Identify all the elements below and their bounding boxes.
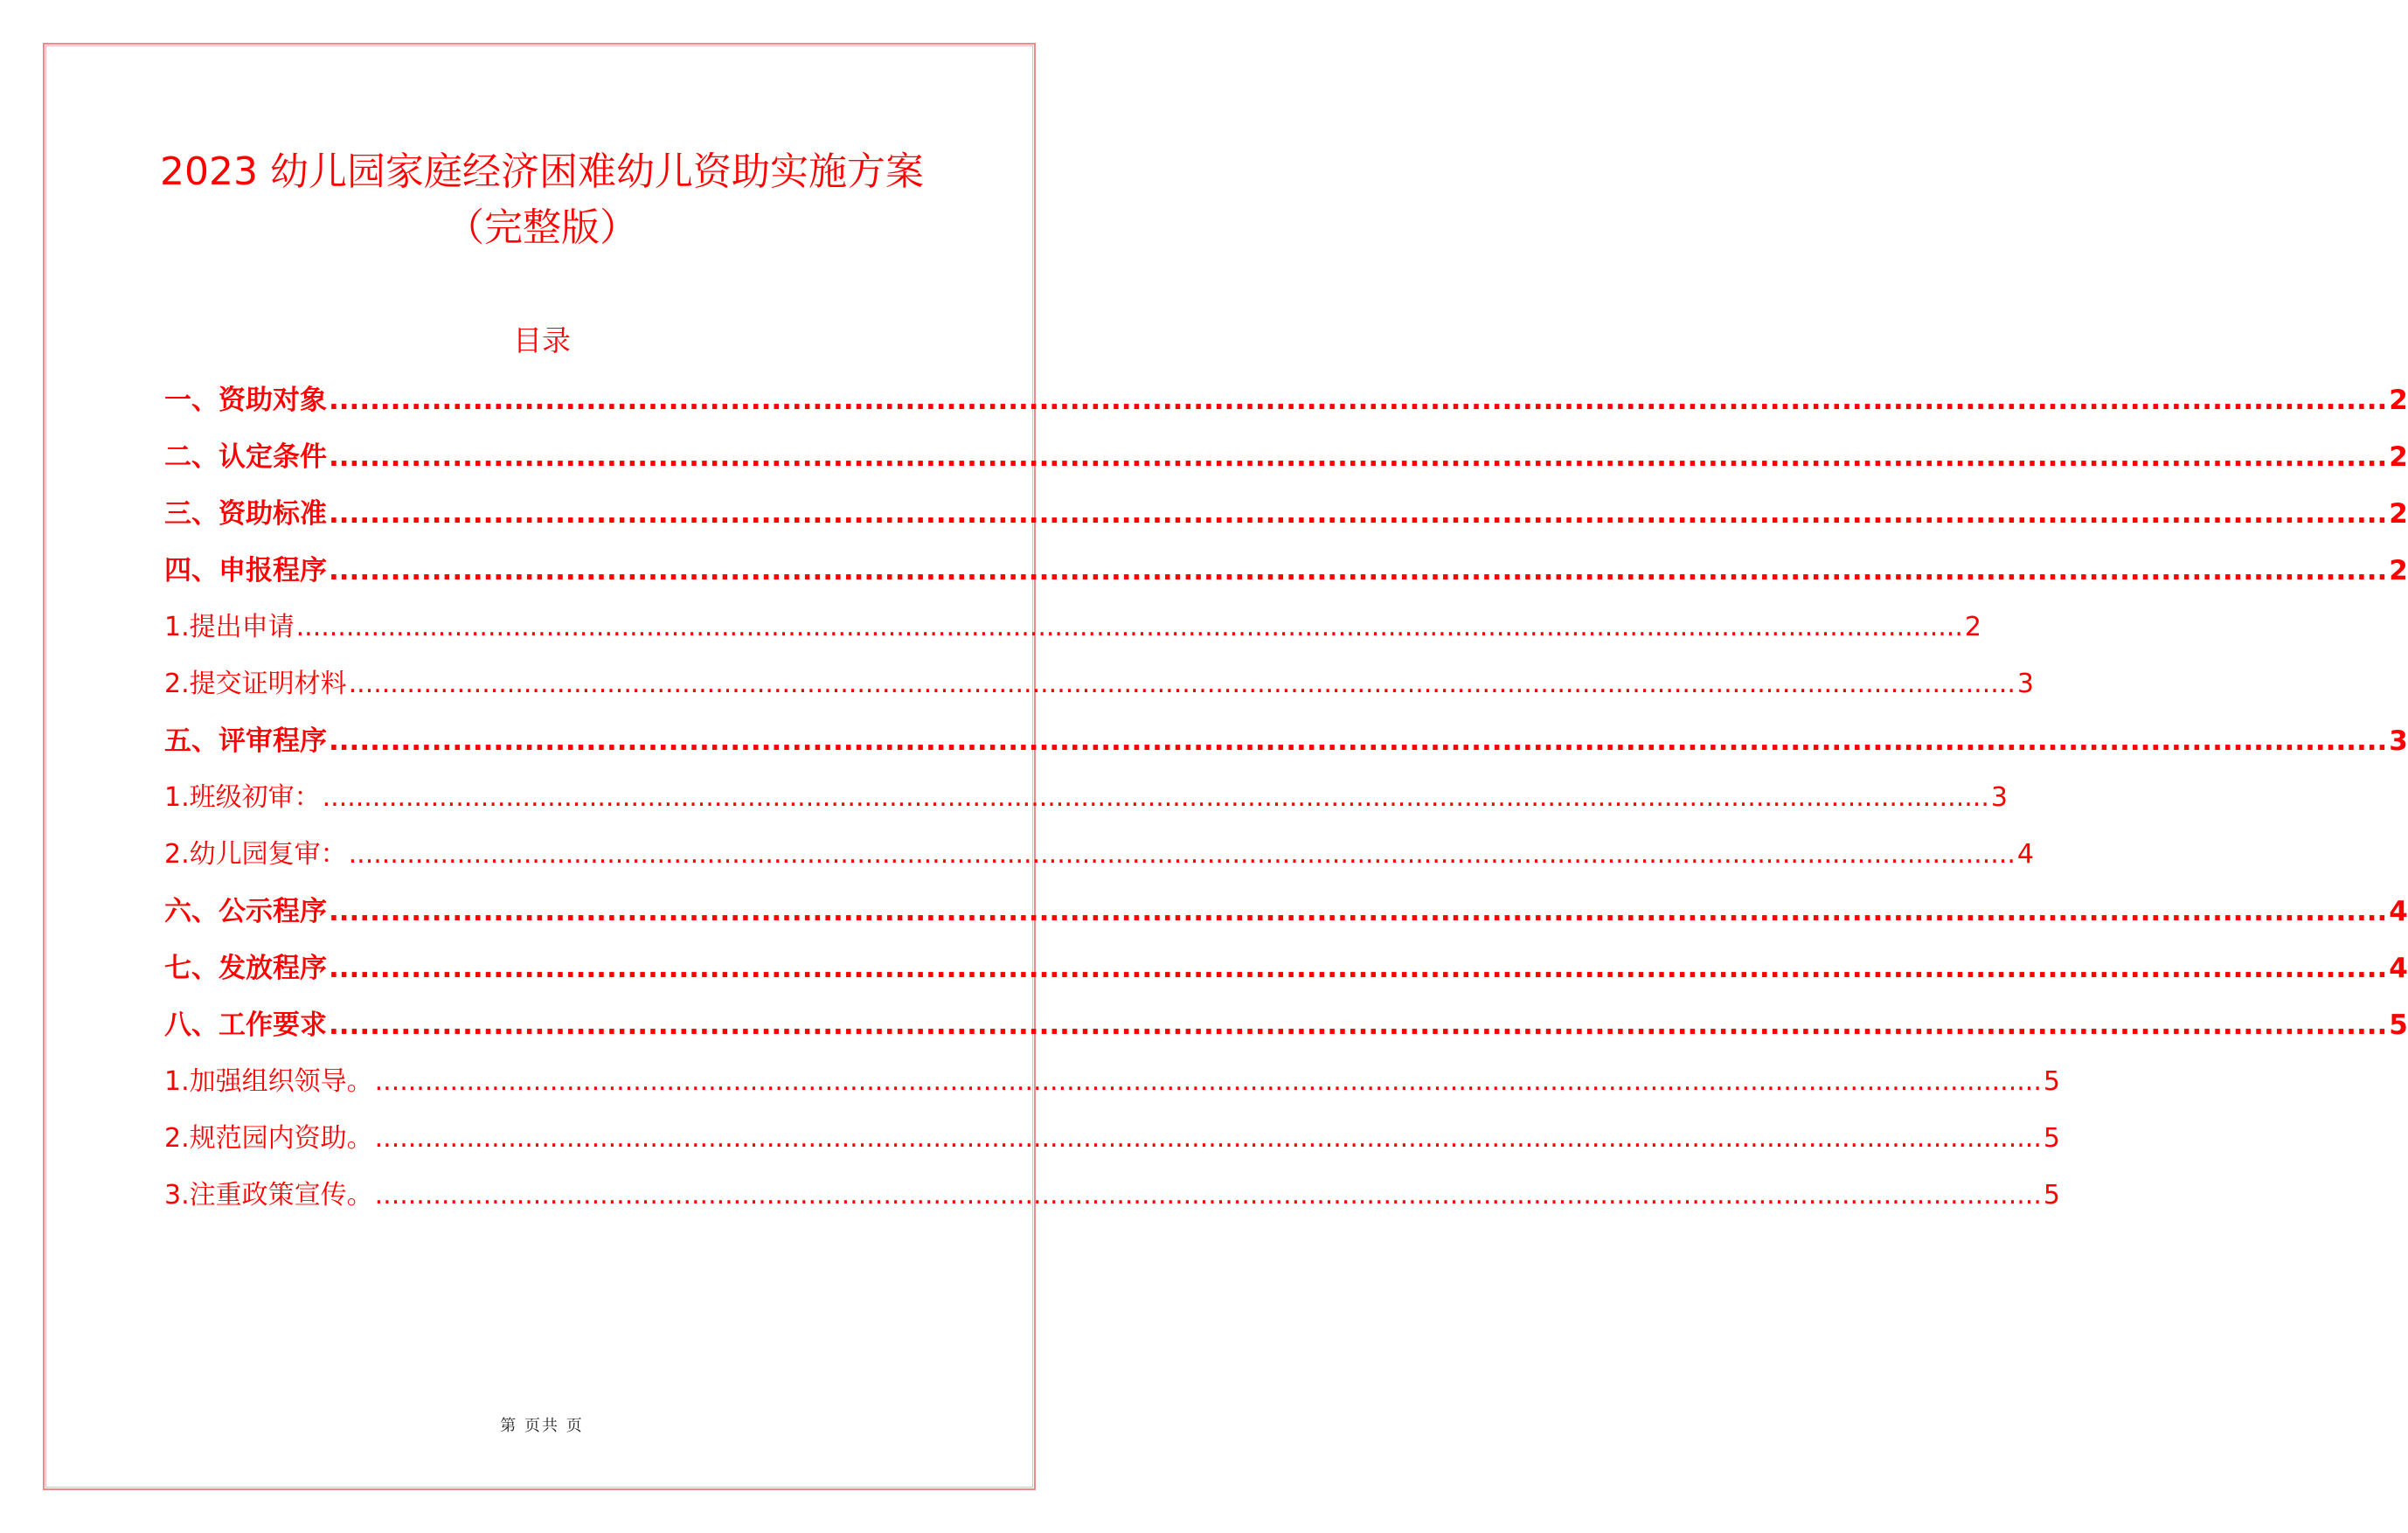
toc-entry[interactable]: [164, 488, 2408, 545]
toc-dot-leader: ........................................................................................................................................................................................................: [374, 1180, 2042, 1210]
toc-entry-page-number: 2: [2389, 441, 2408, 473]
toc-entry-label: 四、申报程序: [164, 555, 327, 586]
toc-entry[interactable]: [164, 715, 2408, 772]
toc-entry-label: 1.提出申请: [164, 612, 295, 642]
toc-heading: 目录: [513, 323, 571, 357]
toc-entry[interactable]: [164, 601, 1981, 658]
toc-entry-label: 七、发放程序: [164, 953, 327, 984]
toc-dot-leader: ........................................................................................................................................................................................................: [322, 782, 1989, 813]
toc-entry-label: 3.注重政策宣传。: [164, 1180, 373, 1210]
toc-dot-leader: ........................................................................................................................................................................................................: [329, 441, 2388, 473]
table-of-contents: [164, 374, 2408, 1226]
toc-entry-label: 二、认定条件: [164, 441, 327, 473]
toc-entry[interactable]: [164, 999, 2408, 1056]
toc-entry-page-number: 3: [2016, 669, 2034, 699]
toc-dot-leader: ........................................................................................................................................................................................................: [348, 669, 2016, 699]
toc-entry-page-number: 5: [2389, 1009, 2408, 1041]
toc-entry[interactable]: [164, 942, 2408, 999]
toc-entry[interactable]: [164, 885, 2408, 942]
toc-dot-leader: ........................................................................................................................................................................................................: [374, 1066, 2042, 1097]
toc-entry-page-number: 2: [1964, 612, 1981, 642]
toc-entry-page-number: 5: [2043, 1180, 2060, 1210]
toc-entry[interactable]: [164, 1056, 2060, 1113]
toc-dot-leader: ........................................................................................................................................................................................................: [329, 896, 2388, 927]
toc-entry-label: 八、工作要求: [164, 1009, 327, 1041]
toc-entry-page-number: 4: [2389, 896, 2408, 927]
toc-dot-leader: ........................................................................................................................................................................................................: [329, 498, 2388, 530]
toc-entry-page-number: 2: [2389, 555, 2408, 586]
toc-entry[interactable]: [164, 431, 2408, 488]
toc-entry[interactable]: [164, 829, 2034, 885]
toc-entry-page-number: 5: [2043, 1066, 2060, 1097]
toc-entry[interactable]: [164, 1169, 2060, 1226]
toc-entry-label: 三、资助标准: [164, 498, 327, 530]
page-footer: 第 页共 页: [500, 1417, 584, 1435]
toc-entry-label: 1.加强组织领导。: [164, 1066, 373, 1097]
toc-entry-label: 六、公示程序: [164, 896, 327, 927]
toc-entry-label: 2.提交证明材料: [164, 669, 347, 699]
toc-dot-leader: ........................................................................................................................................................................................................: [329, 555, 2388, 586]
document-title: 2023 幼儿园家庭经济困难幼儿资助实施方案（完整版）: [160, 149, 924, 250]
toc-entry-label: 一、资助对象: [164, 385, 327, 416]
toc-entry-page-number: 3: [1990, 782, 2008, 813]
toc-entry[interactable]: [164, 1113, 2060, 1169]
toc-dot-leader: ........................................................................................................................................................................................................: [329, 953, 2388, 984]
toc-dot-leader: ........................................................................................................................................................................................................: [374, 1123, 2042, 1154]
toc-entry-page-number: 4: [2016, 839, 2034, 870]
toc-entry[interactable]: [164, 772, 2008, 829]
toc-entry-page-number: 4: [2389, 953, 2408, 984]
toc-entry-label: 1.班级初审：: [164, 782, 321, 813]
toc-entry[interactable]: [164, 658, 2034, 715]
toc-dot-leader: ........................................................................................................................................................................................................: [329, 725, 2388, 757]
toc-entry-page-number: 2: [2389, 498, 2408, 530]
toc-dot-leader: ........................................................................................................................................................................................................: [329, 385, 2388, 416]
toc-entry-page-number: 3: [2389, 725, 2408, 757]
toc-entry[interactable]: [164, 374, 2408, 431]
toc-entry-label: 2.规范园内资助。: [164, 1123, 373, 1154]
toc-dot-leader: ........................................................................................................................................................................................................: [348, 839, 2016, 870]
toc-entry-page-number: 2: [2389, 385, 2408, 416]
toc-dot-leader: ........................................................................................................................................................................................................: [295, 612, 1963, 642]
toc-dot-leader: ........................................................................................................................................................................................................: [329, 1009, 2388, 1041]
toc-entry-label: 五、评审程序: [164, 725, 327, 757]
toc-entry-label: 2.幼儿园复审：: [164, 839, 347, 870]
toc-entry-page-number: 5: [2043, 1123, 2060, 1154]
toc-entry[interactable]: [164, 545, 2408, 601]
